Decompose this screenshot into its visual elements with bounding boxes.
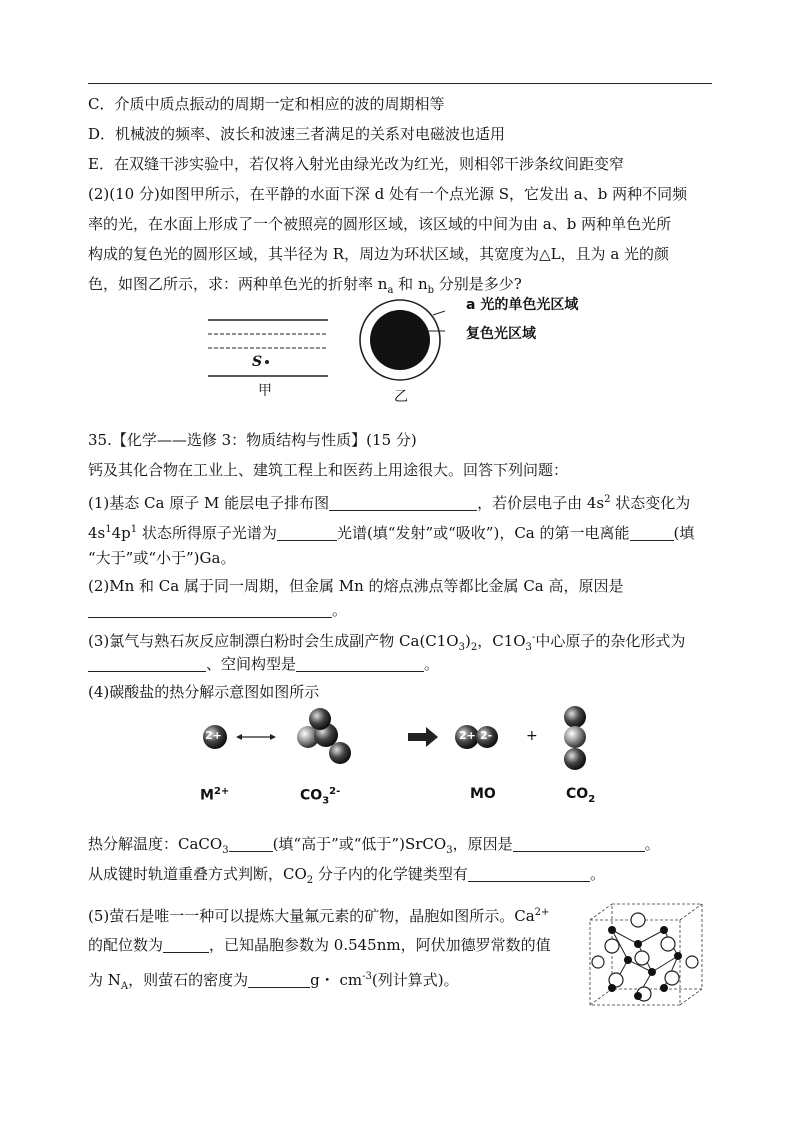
- label-mo: MO: [470, 786, 496, 802]
- physics-q2-line2: 率的光，在水面上形成了一个被照亮的圆形区域，该区域的中间为由 a、b 两种单色光所: [88, 215, 672, 233]
- chem-q5-line2: 的配位数为 ，已知晶胞参数为 0.545nm，阿伏加德罗常数的值: [88, 936, 551, 954]
- chem-q2-line2: 。: [88, 600, 347, 620]
- top-rule: [88, 83, 712, 84]
- chem-intro: 钙及其化合物在工业上、建筑工程上和医药上用途很大。回答下列问题：: [88, 461, 569, 479]
- answer-blank[interactable]: [329, 494, 477, 511]
- answer-blank[interactable]: [468, 865, 590, 882]
- physics-q2-line3: 构成的复色光的圆形区域，其半径为 R，周边为环状区域，其宽度为△L，且为 a 光的颜: [88, 245, 670, 263]
- chem-q5-line1: (5)萤石是唯一一种可以提炼大量氟元素的矿物，晶胞如图所示。$Ca^{2+}$: [88, 907, 550, 925]
- chem-q1-line3: “大于”或“小于”)Ga。: [88, 549, 236, 567]
- light-source-label: S: [252, 354, 263, 370]
- chem-q1-line2: $4s^14p^1$ 状态所得原子光谱为 光谱(填“发射”或“吸收”)，Ca 的第一电离能 (填: [88, 524, 695, 542]
- chem-q5-line3: 为 $N_A$，则萤石的密度为 g・ $cm^{-3}$(列计算式)。: [88, 971, 459, 992]
- answer-blank[interactable]: [296, 655, 424, 672]
- answer-blank[interactable]: [630, 524, 674, 541]
- option-d: D．机械波的频率、波长和波速三者满足的关系对电磁波也适用: [88, 125, 506, 143]
- physics-q2-line4: 色，如图乙所示，求：两种单色光的折射率 $n_a$ 和 $n_b$ 分别是多少?: [88, 275, 522, 296]
- physics-q2-line1: (2)(10 分)如图甲所示，在平静的水面下深 d 处有一个点光源 S，它发出 a、b 两种不同频: [88, 185, 688, 203]
- label-m2plus: $M^{2+}$: [200, 786, 230, 804]
- figure-jia-caption: 甲: [258, 383, 272, 399]
- chem-q2-line1: (2)Mn 和 Ca 属于同一周期，但金属 Mn 的熔点沸点等都比金属 Ca 高，原因是: [88, 577, 624, 595]
- answer-blank[interactable]: [277, 524, 337, 541]
- chem-q3-line2: 、空间构型是 。: [88, 654, 439, 674]
- fluorite-unit-cell: [582, 900, 712, 1010]
- label-co3: $CO_3^{2-}$: [300, 786, 341, 807]
- a-light-region-label: a 光的单色光区域: [466, 297, 579, 313]
- option-c: C．介质中质点振动的周期一定和相应的波的周期相等: [88, 95, 445, 113]
- mo-metal-charge: 2+: [459, 729, 476, 742]
- mo-oxide-charge: 2-: [480, 729, 493, 742]
- figure-yi-caption: 乙: [394, 389, 408, 405]
- answer-blank[interactable]: [88, 601, 332, 618]
- chem-q4-line1: 热分解温度：CaCO$_3$ (填“高于”或“低于”)SrCO$_3$，原因是 。: [88, 835, 660, 856]
- chem-q3-line1: (3)氯气与熟石灰反应制漂白粉时会生成副产物 $Ca(C1O_3)_2$，$C1O_3^-$中心原子的杂化形式为: [88, 632, 686, 653]
- plus-sign: +: [526, 728, 538, 744]
- answer-blank[interactable]: [163, 936, 209, 953]
- carbonate-decomposition-diagram: [190, 705, 610, 785]
- answer-blank[interactable]: [513, 835, 645, 852]
- label-co2: $CO_2$: [566, 786, 596, 805]
- chem-question-title: 35.【化学——选修 3：物质结构与性质】(15 分): [88, 431, 417, 449]
- answer-blank[interactable]: [88, 655, 206, 672]
- mixed-light-region-label: 复色光区域: [466, 326, 536, 342]
- chem-q4-heading: (4)碳酸盐的热分解示意图如图所示: [88, 683, 320, 701]
- chem-q1-line1: (1)基态 Ca 原子 M 能层电子排布图 ，若价层电子由 $4s^2$ 状态变化为: [88, 494, 691, 512]
- option-e: E．在双缝干涉实验中，若仅将入射光由绿光改为红光，则相邻干涉条纹间距变窄: [88, 155, 624, 173]
- metal-ion-charge: 2+: [205, 729, 222, 742]
- figure-yi: [355, 295, 445, 385]
- answer-blank[interactable]: [248, 971, 310, 988]
- chem-q4-line2: 从成键时轨道重叠方式判断，$CO_2$ 分子内的化学键类型有 。: [88, 865, 605, 886]
- answer-blank[interactable]: [229, 835, 273, 852]
